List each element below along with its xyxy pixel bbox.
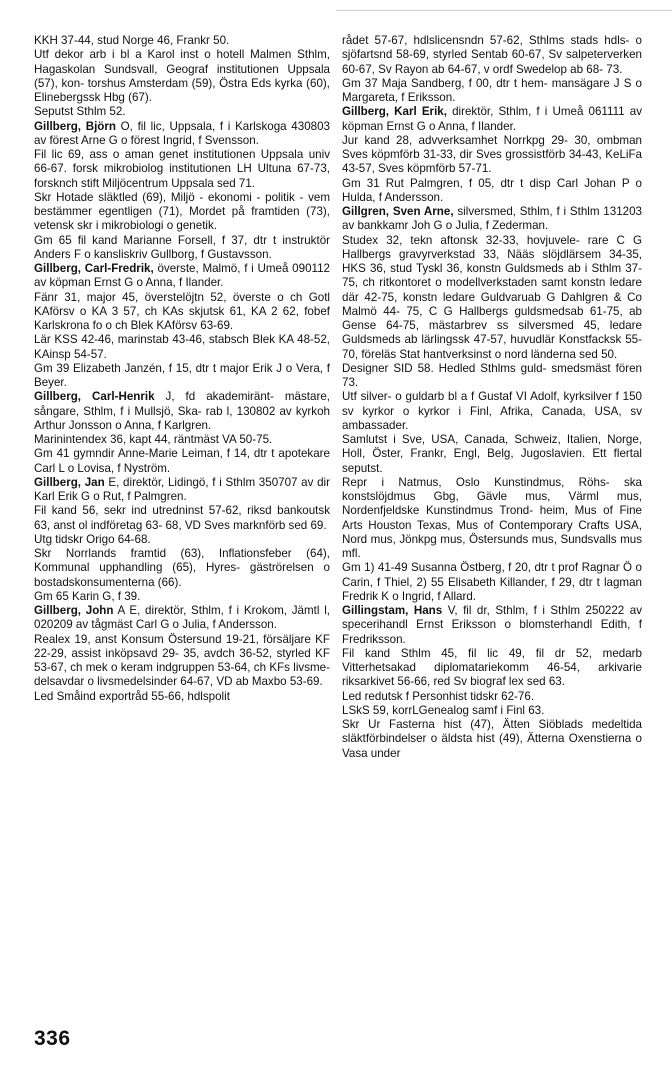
entry-paragraph — [34, 262, 330, 291]
entry-text: Samlutst i Sve, USA, Canada, Schweiz, Italien, Norge, Holl, Öster, Frankr, Engl, Belg, Jugoslavien. Ett flertal seputst. — [342, 433, 642, 475]
entry-text: E, direktör, Lidingö, f i Sthlm 350707 av dir Karl Erik G o Rut, f Palmgren. — [34, 475, 330, 503]
entry-text: V, fil dr, Sthlm, f i Sthlm 250222 av specerihandl Ernst Eriksson o blomsterhandl Edith, f Fredriksson. — [342, 604, 642, 646]
entry-text: Jur kand 28, advverksamhet Norrkpg 29- 30, ombman Sves köpmförb 31-33, dir Sves grossistförb 34-43, KeLiFa 43-57, Sves köpmförb 57-71. — [342, 133, 642, 176]
entry-text: Fänr 31, major 45, överstelöjtn 52, överste o ch Gotl KAförsv o KA 3 57, ch KAs skjutsk 61, KA 2 62, fobef Karlskrona fo o ch Blek KAförsv 63-69. — [34, 290, 330, 332]
entry-name: Gillberg, Carl-Henrik — [34, 390, 155, 404]
text-paragraph — [342, 34, 642, 77]
entry-text: silversmed, Sthlm, f i Sthlm 131203 av bankkamr Joh G o Julia, f Zederman. — [342, 205, 642, 233]
entry-name: Gillberg, John — [34, 604, 114, 617]
entry-name: Gillingstam, Hans — [342, 604, 443, 617]
entry-text: Gm 39 Elizabeth Janzén, f 15, dtr t major Erik J o Vera, f Beyer. — [34, 361, 330, 389]
entry-text: A E, direktör, Sthlm, f i Krokom, Jämtl l, 020209 av tågmäst Carl G o Julia, f Andersson. — [34, 604, 330, 632]
text-paragraph — [34, 234, 330, 263]
entry-text: Studex 32, tekn aftonsk 32-33, hovjuvele- rare C G Hallbergs gravyrverkstad 33, Nääs slöjdlärsem 34-35, HKS 36, stud Tyskl 36, konstn Guldsmeds ab i Sthlm 37- 75, ch ritkontoret o modellverkstaden samt konstn ledare där 42-75, konstn ledare Guldvaruab G Dahlgren & Co Malmö 44- 75, C G Hallbergs guldsmedsab 61-75, ab Gense 64-75, mästarbrev ss silversmed 45, ledare Guldsmeds ab lärlingssk 47-57, huvudlär Konstfacksk 55-70, föreläs Stat hantverksinst o nord länderna sed 50. — [342, 233, 642, 361]
entry-text: Realex 19, anst Konsum Östersund 19-21, försäljare KF 22-29, assist inköpsavd 29- 35, avdch 36-52, styrled KF 53-67, ch mek o keram indgruppen 53-64, ch KFs livsme- delsavdar o livsmedelsinder 64-67, VD ab Maxbo 53-69. — [34, 632, 330, 689]
entry-name: Gillberg, Carl-Fredrik, — [34, 262, 154, 275]
entry-paragraph — [342, 205, 642, 234]
entry-text: Gm 31 Rut Palmgren, f 05, dtr t disp Carl Johan P o Hulda, f Andersson. — [342, 176, 642, 204]
text-paragraph — [34, 362, 330, 391]
entry-paragraph — [34, 476, 330, 505]
entry-text: O, fil lic, Uppsala, f i Karlskoga 430803 av förest Arne G o förest Ingrid, f Svensson. — [34, 119, 330, 147]
entry-name: Gillberg, Jan — [34, 475, 105, 489]
entry-text: Gm 65 fil kand Marianne Forsell, f 37, dtr t instruktör Anders F o kansliskriv Gullborg, f Gustavsson. — [34, 233, 330, 261]
entry-name: Gillberg, Karl Erik, — [342, 105, 447, 119]
entry-text: Utg tidskr Origo 64-68. — [34, 532, 151, 546]
entry-text: Seputst Sthlm 52. — [34, 105, 126, 119]
entry-text: Gm 65 Karin G, f 39. — [34, 589, 141, 603]
entry-paragraph — [34, 604, 330, 633]
entry-text: Designer SID 58. Hedled Sthlms guld- smedsmäst fören 73. — [342, 361, 642, 389]
entry-text: rådet 57-67, hdlslicensndn 57-62, Sthlms stads hdls- o sjöfartsnd 58-69, styrled Sentab 60-67, Sv salpeterverken 60-67, Sv Rayon ab 64-67, v ordf Swedelop ab 68- 73. — [342, 34, 642, 76]
text-paragraph — [34, 533, 330, 547]
entry-text: Lär KSS 42-46, marinstab 43-46, stabsch Blek KA 48-52, KAinsp 54-57. — [34, 333, 330, 361]
entry-text: Utf silver- o guldarb bl a f Gustaf VI Adolf, kyrksilver f 150 sv kyrkor o kyrkor i Finl, Afrika, Canada, USA, sv ambassader. — [342, 390, 642, 432]
text-paragraph — [34, 633, 330, 690]
entry-text: Gm 41 gymndir Anne-Marie Leiman, f 14, dtr t apotekare Carl L o Lovisa, f Nyström. — [34, 447, 330, 475]
text-paragraph — [342, 134, 642, 177]
page-number: 336 — [34, 1027, 71, 1050]
text-paragraph — [34, 34, 330, 48]
text-paragraph — [342, 718, 642, 761]
top-edge-rule — [336, 10, 672, 11]
text-paragraph — [342, 177, 642, 206]
entry-name: Gillgren, Sven Arne, — [342, 205, 454, 218]
entry-text: direktör, Sthlm, f i Umeå 061111 av köpman Ernst G o Anna, f Ilander. — [342, 105, 642, 133]
text-paragraph — [342, 690, 642, 704]
entry-text: J, fd akademiränt- mästare, sångare, Sthlm, f i Mullsjö, Ska- rab l, 130802 av kyrkoh Arthur Jonsson o Anna, f Karlgren. — [34, 390, 330, 432]
text-paragraph — [34, 105, 330, 119]
entry-text: Fil lic 69, ass o aman genet institutionen Uppsala univ 66-67. forsk mikrobiolog institutionen LH Ultuna 67-73, forsknch stift Miljöcentrum Uppsala sed 71. — [34, 148, 330, 190]
entry-text: Skr Hotade släktled (69), Miljö - ekonomi - politik - vem bestämmer egentligen (71), Mordet på framtiden (73), vetensk skr i mikrobiologi o genetik. — [34, 190, 330, 233]
text-paragraph — [34, 48, 330, 105]
entry-text: Fil kand Sthlm 45, fil lic 49, fil dr 52, medarb Vitterhetsakad diplomatariekomm 46-54, arkivarie riksarkivet 56-66, red Sv biograf lex sed 63. — [342, 646, 642, 689]
text-paragraph — [342, 77, 642, 106]
text-paragraph — [342, 433, 642, 476]
text-paragraph — [34, 148, 330, 191]
entry-paragraph — [34, 390, 330, 433]
entry-text: KKH 37-44, stud Norge 46, Frankr 50. — [34, 34, 230, 47]
left-column — [34, 34, 330, 704]
text-paragraph — [342, 476, 642, 562]
entry-text: Gm 1) 41-49 Susanna Östberg, f 20, dtr t prof Ragnar Ö o Carin, f Thiel, 2) 55 Elisabeth Killander, f 29, dtr t lagman Fredrik K o Ingrid, f Allard. — [342, 561, 642, 603]
entry-text: LSkS 59, korrLGenealog samf i Finl 63. — [342, 703, 545, 717]
entry-text: Repr i Natmus, Oslo Kunstindmus, Röhs- ska konstslöjdmus Gbg, Gävle mus, Värml mus, Nordenfjeldske Kunstindmus Trond- heim, Mus of Fine Arts Houston Texas, Mus of Contemporary Crafts USA, Nord mus, Jönkpg mus, Östersunds mus, Sundsvalls mus mfl. — [342, 475, 642, 560]
text-paragraph — [34, 447, 330, 476]
text-paragraph — [34, 191, 330, 234]
entry-text: Marinintendex 36, kapt 44, räntmäst VA 50-75. — [34, 433, 273, 446]
text-paragraph — [342, 647, 642, 690]
text-paragraph — [34, 547, 330, 590]
entry-text: Utf dekor arb i bl a Karol inst o hotell Malmen Sthlm, Hagaskolan Sundsvall, Geograf institutionen Uppsala (57), kon- torshus Amsterdam (59), Östra Eds kyrka (60), Elinebergssk Hbg (67). — [34, 48, 330, 104]
text-paragraph — [34, 333, 330, 362]
text-paragraph — [342, 704, 642, 718]
entry-text: överste, Malmö, f i Umeå 090112 av köpman Ernst G o Anna, f Ilander. — [34, 262, 331, 290]
text-paragraph — [342, 390, 642, 433]
entry-text: Fil kand 56, sekr ind utredninst 57-62, riksd bankoutsk 63, anst ol indföretag 63- 68, VD Sves marknförb sed 69. — [34, 504, 330, 532]
text-paragraph — [342, 561, 642, 604]
entry-text: Skr Norrlands framtid (63), Inflationsfeber (64), Kommunal upphandling (65), Hyres- gäströrelsen o bostadskonsumenterna (66). — [34, 547, 330, 589]
right-column — [342, 34, 642, 761]
entry-paragraph — [342, 105, 642, 134]
text-paragraph — [342, 362, 642, 391]
entry-text: Skr Ur Fasterna hist (47), Ätten Siöblads medeltida släktförbindelser o äldsta hist (49), Ätterna Oxenstierna o Vasa under — [342, 718, 642, 760]
text-paragraph — [34, 590, 330, 604]
text-paragraph — [34, 291, 330, 334]
entry-text: Gm 37 Maja Sandberg, f 00, dtr t hem- mansägare J S o Margareta, f Eriksson. — [342, 76, 642, 104]
text-paragraph — [34, 433, 330, 447]
entry-text: Led Småind exportråd 55-66, hdlspolit — [34, 689, 230, 703]
text-paragraph — [342, 234, 642, 362]
text-paragraph — [34, 690, 330, 704]
text-paragraph — [34, 504, 330, 533]
entry-text: Led redutsk f Personhist tidskr 62-76. — [342, 689, 535, 703]
entry-paragraph — [34, 120, 330, 149]
entry-paragraph — [342, 604, 642, 647]
entry-name: Gillberg, Björn — [34, 119, 116, 133]
